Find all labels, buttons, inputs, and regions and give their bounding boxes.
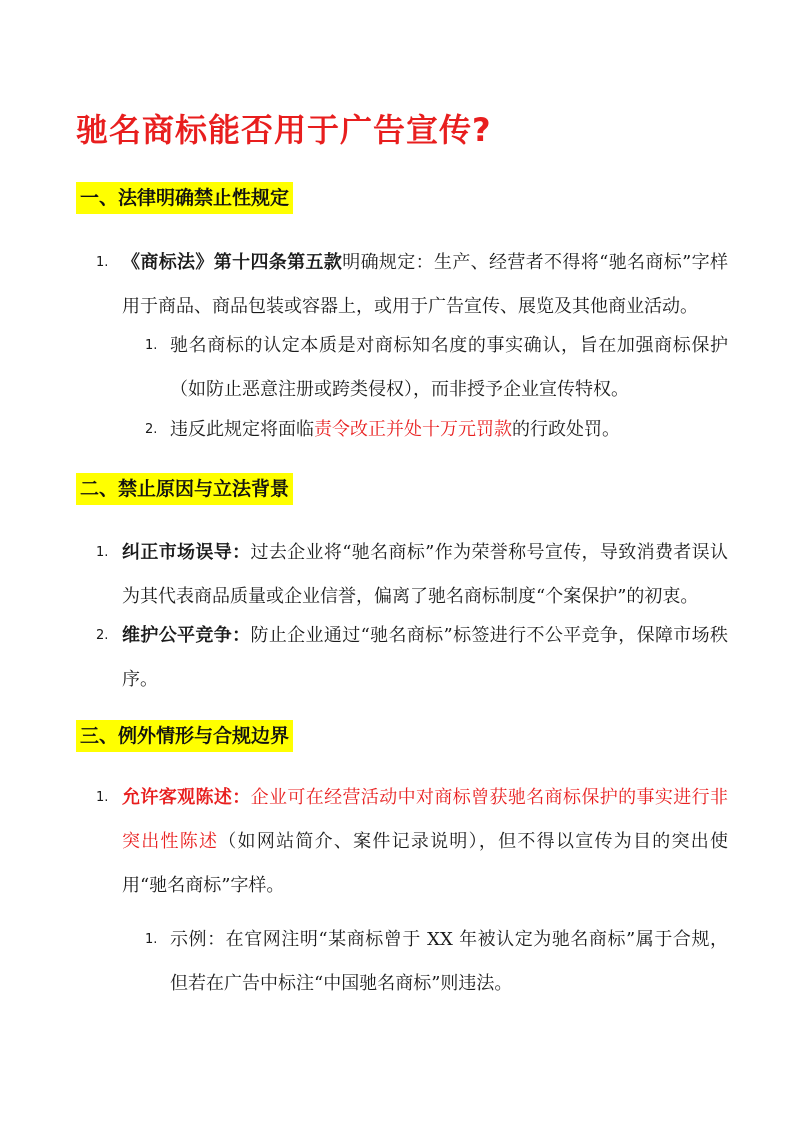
item-text: 的行政处罚。 — [512, 419, 620, 440]
list-number: 1. — [96, 545, 109, 560]
highlighted-text: 企业可在经营活动中对商标曾获驰名商标保护的事实进行非突出性陈述 — [122, 787, 728, 852]
sublist-number: 1. — [145, 932, 158, 947]
list-item — [122, 614, 728, 702]
sublist-number: 2. — [145, 422, 158, 437]
section-heading-2: 二、禁止原因与立法背景 — [76, 473, 293, 505]
sublist-item: 驰名商标的认定本质是对商标知名度的事实确认，旨在加强商标保护（如防止恶意注册或跨类侵权），而非授予企业宣传特权。 — [170, 335, 728, 400]
item-label: 纠正市场误导： — [122, 542, 251, 563]
section-heading-3: 三、例外情形与合规边界 — [76, 720, 293, 752]
item-text: 明确规定：生产、经营者不得将“驰名商标”字样用于商品、商品包装或容器上，或用于广告宣传、展览及其他商业活动。 — [122, 252, 728, 317]
item-text: （如网站简介、案件记录说明），但不得以宣传为目的突出使用“驰名商标”字样。 — [122, 831, 729, 896]
list-number: 2. — [96, 628, 109, 643]
item-text: 过去企业将“驰名商标”作为荣誉称号宣传，导致消费者误认为其代表商品质量或企业信誉，偏离了驰名商标制度“个案保护”的初衷。 — [122, 542, 729, 607]
list-item — [122, 241, 728, 329]
sublist-number: 1. — [145, 338, 158, 353]
sublist-item: 示例：在官网注明“某商标曾于 XX 年被认定为驰名商标”属于合规，但若在广告中标注“中国驰名商标”则违法。 — [170, 929, 728, 994]
legal-reference: 《商标法》第十四条第五款 — [122, 252, 343, 273]
item-text: 违反此规定将面临 — [170, 419, 314, 440]
list-number: 1. — [96, 790, 109, 805]
item-text: 防止企业通过“驰名商标”标签进行不公平竞争，保障市场秩序。 — [122, 625, 729, 690]
list-item — [122, 531, 728, 619]
page-title: 驰名商标能否用于广告宣传? — [76, 111, 492, 149]
list-number: 1. — [96, 255, 109, 270]
item-label: 维护公平竞争： — [122, 625, 251, 646]
highlighted-penalty: 责令改正并处十万元罚款 — [314, 419, 512, 440]
section-heading-1: 一、法律明确禁止性规定 — [76, 182, 293, 214]
sublist-item — [170, 408, 728, 452]
item-label: 允许客观陈述： — [122, 787, 251, 808]
list-item — [122, 776, 728, 908]
